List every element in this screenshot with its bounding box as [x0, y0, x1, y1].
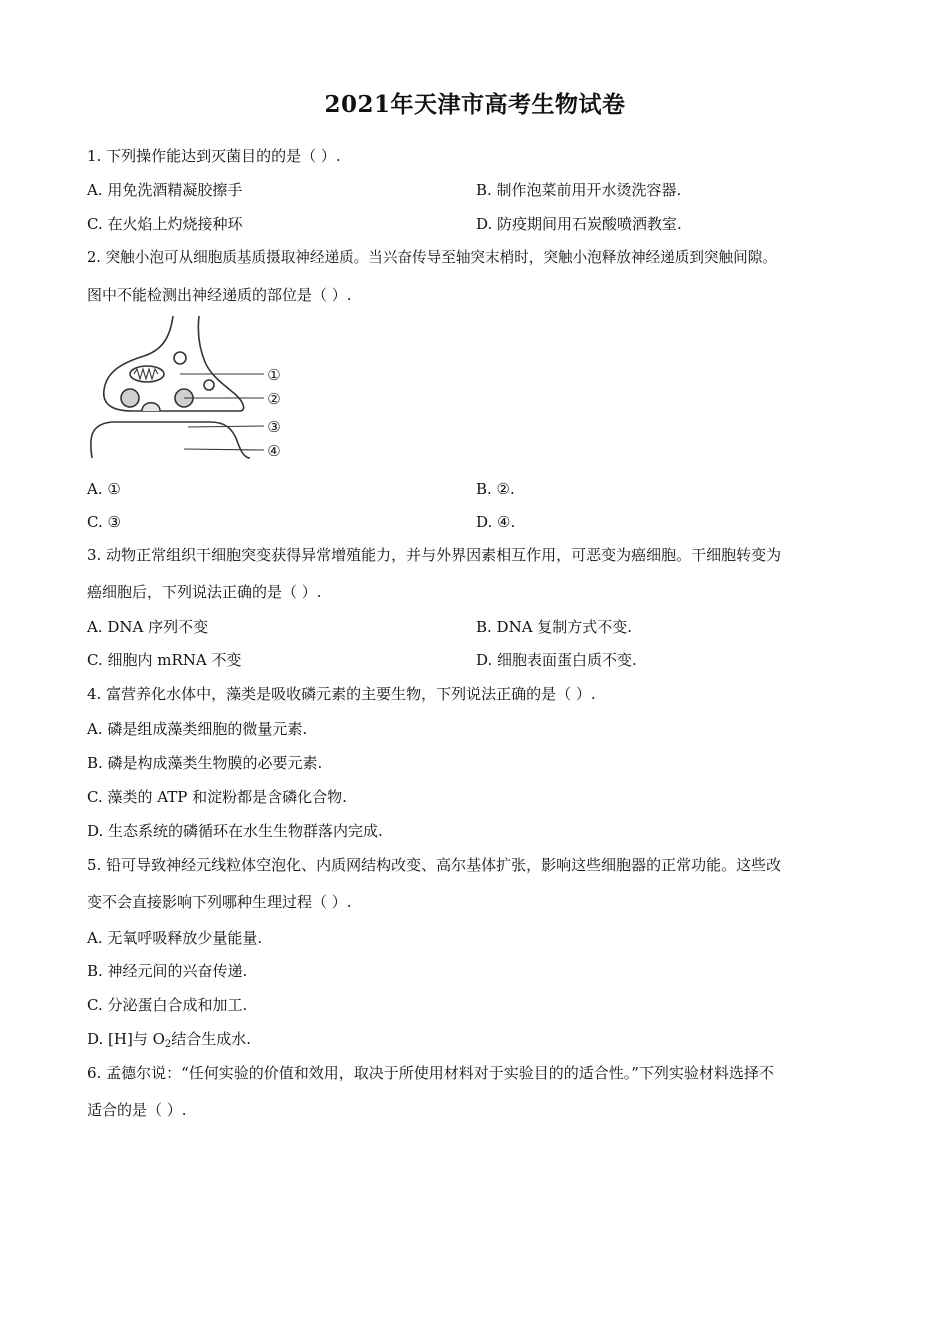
question-5-option-d [87, 1029, 251, 1055]
question-2-option-a: A. ① [87, 480, 121, 498]
question-6-stem-line-1: 6. 孟德尔说：“任何实验的价值和效用，取决于所使用材料对于实验目的的适合性。”下列实验材料选择不 [87, 1064, 774, 1082]
question-4-stem: 4. 富营养化水体中，藻类是吸收磷元素的主要生物，下列说法正确的是（ ）. [87, 685, 596, 703]
figure-label-3: ③ [267, 418, 281, 436]
question-5-option-c: C. 分泌蛋白合成和加工. [87, 996, 248, 1014]
question-1-option-a: A. 用免洗酒精凝胶擦手 [87, 181, 243, 199]
question-3-stem-line-2: 癌细胞后，下列说法正确的是（ ）. [87, 583, 322, 601]
question-2-stem-line-1: 2. 突触小泡可从细胞质基质摄取神经递质。当兴奋传导至轴突末梢时，突触小泡释放神经递质到突触间隙。 [87, 249, 777, 266]
question-5-option-a: A. 无氧呼吸释放少量能量. [87, 929, 263, 947]
vesicle [121, 389, 139, 407]
question-3-option-a: A. DNA 序列不变 [87, 618, 209, 636]
question-4-option-b: B. 磷是构成藻类生物膜的必要元素. [87, 754, 323, 772]
question-2-option-b: B. ②. [476, 480, 515, 498]
question-6-stem-line-2: 适合的是（ ）. [87, 1101, 187, 1119]
question-2-option-d: D. ④. [476, 513, 516, 531]
question-1-option-c: C. 在火焰上灼烧接种环 [87, 215, 243, 233]
option-d-text-start: D. [H]与 O [87, 1030, 165, 1048]
question-2-option-c: C. ③ [87, 513, 121, 531]
question-3-option-b: B. DNA 复制方式不变. [476, 618, 633, 636]
question-4-option-a: A. 磷是组成藻类细胞的微量元素. [87, 720, 308, 738]
question-3-option-c: C. 细胞内 mRNA 不变 [87, 651, 242, 669]
question-3-option-d: D. 细胞表面蛋白质不变. [476, 651, 637, 669]
question-5-option-b: B. 神经元间的兴奋传递. [87, 962, 248, 980]
option-d-text-end: 结合生成水. [171, 1030, 252, 1048]
figure-label-4: ④ [267, 442, 281, 460]
question-1-option-d: D. 防疫期间用石炭酸喷洒教室. [476, 215, 682, 233]
question-5-stem-line-1: 5. 铅可导致神经元线粒体空泡化、内质网结构改变、高尔基体扩张，影响这些细胞器的正常功能。这些改 [87, 856, 782, 874]
question-2-stem-line-2: 图中不能检测出神经递质的部位是（ ）. [87, 286, 352, 304]
synapse-diagram [82, 310, 300, 468]
question-1-stem: 1. 下列操作能达到灭菌目的的是（ ）. [87, 147, 341, 165]
question-4-option-d: D. 生态系统的磷循环在水生生物群落内完成. [87, 822, 383, 840]
postsynaptic-membrane [91, 422, 250, 458]
question-1-option-b: B. 制作泡菜前用开水烫洗容器. [476, 181, 682, 199]
question-4-option-c: C. 藻类的 ATP 和淀粉都是含磷化合物. [87, 788, 347, 806]
fusing-vesicle [142, 403, 160, 411]
question-5-stem-line-2: 变不会直接影响下列哪种生理过程（ ）. [87, 893, 352, 911]
vesicle [204, 380, 214, 390]
page-title: 2021年天津市高考生物试卷 [324, 91, 626, 118]
figure-label-2: ② [267, 390, 281, 408]
oxygen-subscript: 2 [164, 1039, 172, 1050]
question-3-stem-line-1: 3. 动物正常组织干细胞突变获得异常增殖能力，并与外界因素相互作用，可恶变为癌细胞。干细胞转变为 [87, 546, 782, 564]
vesicle [174, 352, 186, 364]
figure-label-1: ① [267, 366, 281, 384]
